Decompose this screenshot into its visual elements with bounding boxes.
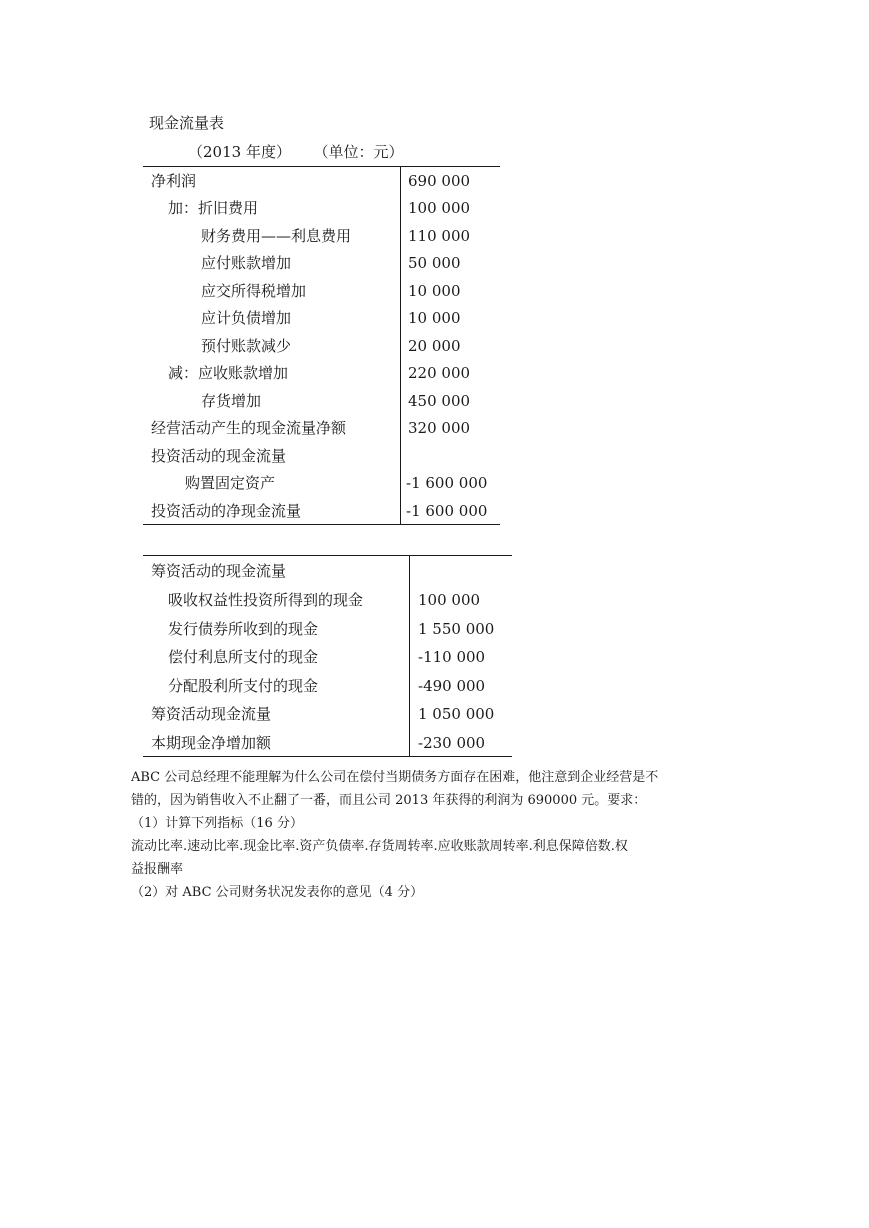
table-row-value: 110 000 [408,227,471,245]
table1-bottom-border [143,524,500,525]
table-subtitle [188,141,403,162]
table-row-label: 筹资活动的现金流量 [151,562,287,580]
table-row-label: 偿付利息所支付的现金 [168,648,319,666]
table-row-value: 690 000 [408,172,471,190]
table-row-value: -1 600 000 [406,474,488,492]
table-row-label: 应交所得税增加 [201,282,307,300]
table-row-label: 加：折旧费用 [168,199,259,217]
table-row-value: -490 000 [418,677,486,695]
table-row-label: 财务费用——利息费用 [201,227,352,245]
table-row-value: 220 000 [408,364,471,382]
question-paragraph: 流动比率.速动比率.现金比率.资产负债率.存货周转率.应收账款周转率.利息保障倍数.权 [131,839,628,854]
table-row-label: 筹资活动现金流量 [151,705,272,723]
table-row-label: 分配股利所支付的现金 [168,677,319,695]
table-year: （2013 年度） [188,143,291,161]
table-row-value: -230 000 [418,734,486,752]
table-row-label: 投资活动的现金流量 [151,447,287,465]
table-row-label: 应计负债增加 [201,309,292,327]
table-row-value: 1 050 000 [418,705,495,723]
question-paragraph: ABC 公司总经理不能理解为什么公司在偿付当期债务方面存在困难，他注意到企业经营是不 [131,770,659,785]
table2-column-divider [409,555,410,756]
table-row-label: 减：应收账款增加 [168,364,289,382]
table1-column-divider [400,166,401,524]
table-row-value: 10 000 [408,309,461,327]
table-row-value: 450 000 [408,392,471,410]
question-paragraph: 益报酬率 [131,862,184,877]
table-row-label: 本期现金净增加额 [151,734,272,752]
table2-bottom-border [143,756,512,757]
table-row-value: 50 000 [408,254,461,272]
question-paragraph: （1）计算下列指标（16 分） [131,816,303,831]
table-row-value: 100 000 [418,591,481,609]
table-row-label: 净利润 [151,172,197,190]
table-unit: （单位：元） [320,143,404,161]
table-row-value: 20 000 [408,337,461,355]
table-title: 现金流量表 [149,114,225,132]
table-row-label: 吸收权益性投资所得到的现金 [168,591,364,609]
table-row-value: 10 000 [408,282,461,300]
table-row-value: 1 550 000 [418,620,495,638]
table2-top-border [143,555,512,556]
table-row-value: -1 600 000 [406,502,488,520]
table-row-label: 预付账款减少 [201,337,292,355]
table-row-value: 320 000 [408,419,471,437]
table-row-value: -110 000 [418,648,486,666]
question-paragraph: （2）对 ABC 公司财务状况发表你的意见（4 分） [131,885,424,900]
table-row-label: 经营活动产生的现金流量净额 [151,419,347,437]
table-row-label: 投资活动的净现金流量 [151,502,302,520]
question-paragraph: 错的，因为销售收入不止翻了一番，而且公司 2013 年获得的利润为 690000 元。要求： [131,793,647,808]
table-row-label: 存货增加 [201,392,262,410]
table-row-label: 购置固定资产 [185,474,276,492]
table1-top-border [143,166,500,167]
table-row-label: 应付账款增加 [201,254,292,272]
table-row-label: 发行债券所收到的现金 [168,620,319,638]
table-row-value: 100 000 [408,199,471,217]
